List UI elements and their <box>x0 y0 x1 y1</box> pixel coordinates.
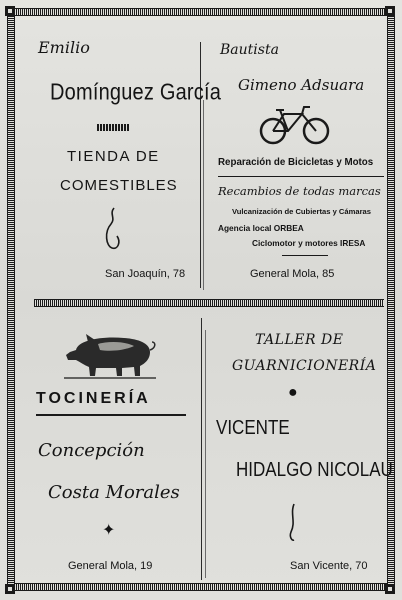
column-divider-top <box>200 42 201 288</box>
pig-icon <box>62 328 158 380</box>
ad2-rule-short <box>282 255 328 256</box>
flourish-icon <box>100 204 124 254</box>
ad2-rule <box>218 176 384 177</box>
diamond-ornament-icon: ✦ <box>102 522 116 539</box>
ad2-surname: Gimeno Adsuara <box>238 76 365 94</box>
frame-left <box>7 10 15 590</box>
ad2-tires: Vulcanización de Cubiertas y Cámaras <box>232 207 371 216</box>
ad1-line2: COMESTIBLES <box>60 177 178 194</box>
frame-corner-bl <box>5 584 15 594</box>
ad1-address: San Joaquín, 78 <box>105 268 186 280</box>
ad2-first-name: Bautista <box>220 42 279 58</box>
frame-top <box>8 8 392 16</box>
frame-middle <box>34 299 384 307</box>
column-divider-top-inner <box>203 100 204 290</box>
ad4-name1: VICENTE <box>216 416 290 439</box>
column-divider-bottom-inner <box>205 330 206 578</box>
column-divider-bottom <box>201 318 202 580</box>
ad2-parts: Recambios de todas marcas <box>218 184 381 198</box>
ad2-address: General Mola, 85 <box>250 268 335 280</box>
ad4-name2: HIDALGO NICOLAU <box>236 458 393 481</box>
ad4-title2: GUARNICIONERÍA <box>232 358 377 374</box>
ad1-ornament-bar <box>97 124 129 131</box>
ad3-name1: Concepción <box>38 440 145 461</box>
ad3-title: TOCINERÍA <box>36 390 151 407</box>
ad4-title1: TALLER DE <box>255 332 344 348</box>
ad4-address: San Vicente, 70 <box>290 560 368 572</box>
frame-corner-tr <box>385 6 395 16</box>
ad2-mopeds: Ciclomotor y motores IRESA <box>252 238 366 248</box>
frame-right <box>387 10 395 590</box>
ad1-line1: TIENDA DE <box>67 148 160 165</box>
ad3-title-rule <box>36 414 186 416</box>
ad2-agency: Agencia local ORBEA <box>218 223 304 233</box>
bicycle-icon <box>258 104 332 146</box>
frame-bottom <box>8 583 392 591</box>
frame-corner-br <box>385 584 395 594</box>
bullet-dot-icon: ● <box>288 384 298 401</box>
flourish-stroke-icon <box>284 500 300 544</box>
ad2-service: Reparación de Bicicletas y Motos <box>218 156 374 168</box>
ad3-name2: Costa Morales <box>48 482 180 503</box>
frame-corner-tl <box>5 6 15 16</box>
ad1-surname: Domínguez García <box>50 80 222 106</box>
ad1-first-name: Emilio <box>38 38 90 57</box>
ad3-address: General Mola, 19 <box>68 560 153 572</box>
